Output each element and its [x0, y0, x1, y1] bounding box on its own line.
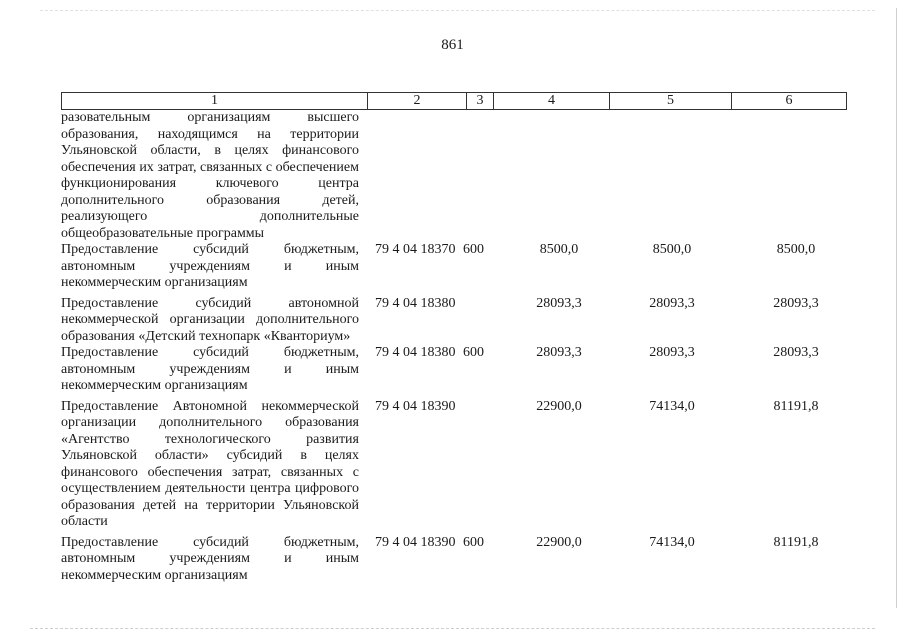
row-code: 79 4 04 18390 [375, 398, 456, 414]
table-row [61, 345, 847, 395]
row-value-3: 8500,0 [776, 242, 816, 257]
row-value-3: 28093,3 [773, 295, 819, 311]
row-value-3: 28093,3 [773, 345, 819, 360]
row-value-3: 81191,8 [773, 534, 819, 550]
scan-top-edge [40, 10, 875, 12]
header-col-1: 1 [62, 93, 368, 109]
row-code: 79 4 04 18380 [375, 295, 456, 311]
header-col-4: 4 [494, 93, 610, 109]
row-name: Предоставление субсидий бюджетным, автономным учреждениям и иным некоммерческим организациям [61, 534, 359, 583]
row-name: разовательным организациям высшего образования, находящимся на территории Ульяновской области, в целях финансового обеспечения их затрат, связанных с обеспечением функционирования ключевого центра дополнительного образования детей, реализующего дополнительные общеобразовательные программы [61, 110, 359, 241]
scan-right-edge [896, 8, 897, 608]
scan-bottom-edge [30, 628, 875, 630]
row-value-1: 28093,3 [536, 345, 582, 360]
header-col-5: 5 [610, 93, 732, 109]
row-name: Предоставление субсидий бюджетным, автономным учреждениям и иным некоммерческим организациям [61, 345, 359, 393]
row-type: 600 [463, 345, 484, 360]
header-col-6: 6 [785, 93, 793, 108]
row-value-1: 22900,0 [536, 534, 582, 550]
row-type: 600 [463, 242, 484, 257]
row-name: Предоставление субсидий бюджетным, автономным учреждениям и иным некоммерческим организациям [61, 242, 359, 290]
row-value-1: 28093,3 [536, 295, 582, 311]
table-row [61, 399, 847, 531]
table-row [61, 242, 847, 292]
row-value-2: 28093,3 [649, 345, 695, 360]
table-row [61, 296, 847, 346]
table-body [61, 110, 847, 584]
row-value-2: 8500,0 [652, 242, 692, 257]
page-number: 861 [441, 37, 464, 53]
row-value-1: 22900,0 [536, 398, 582, 414]
row-code: 79 4 04 18390 [375, 534, 456, 550]
row-name: Предоставление Автономной некоммерческой организации дополнительного образования «Агентство технологического развития Ульяновской области» субсидий в целях финансового обеспечения затрат, связанных с осуществлением деятельности центра цифрового образования детей на территории Ульяновской области [61, 398, 359, 529]
table-row [61, 110, 847, 242]
header-col-2: 2 [368, 93, 467, 109]
row-type: 600 [463, 534, 484, 550]
row-code: 79 4 04 18380 [375, 345, 456, 360]
row-code: 79 4 04 18370 [375, 242, 456, 257]
header-col-3: 3 [467, 93, 494, 109]
row-value-3: 81191,8 [773, 398, 819, 414]
row-name: Предоставление субсидий автономной некоммерческой организации дополнительного образования «Детский технопарк «Кванториум» [61, 295, 359, 344]
row-value-2: 74134,0 [649, 398, 695, 414]
row-value-2: 28093,3 [649, 295, 695, 311]
table-row [61, 535, 847, 585]
row-value-2: 74134,0 [649, 534, 695, 550]
table-header [61, 92, 847, 110]
row-value-1: 8500,0 [539, 242, 579, 257]
